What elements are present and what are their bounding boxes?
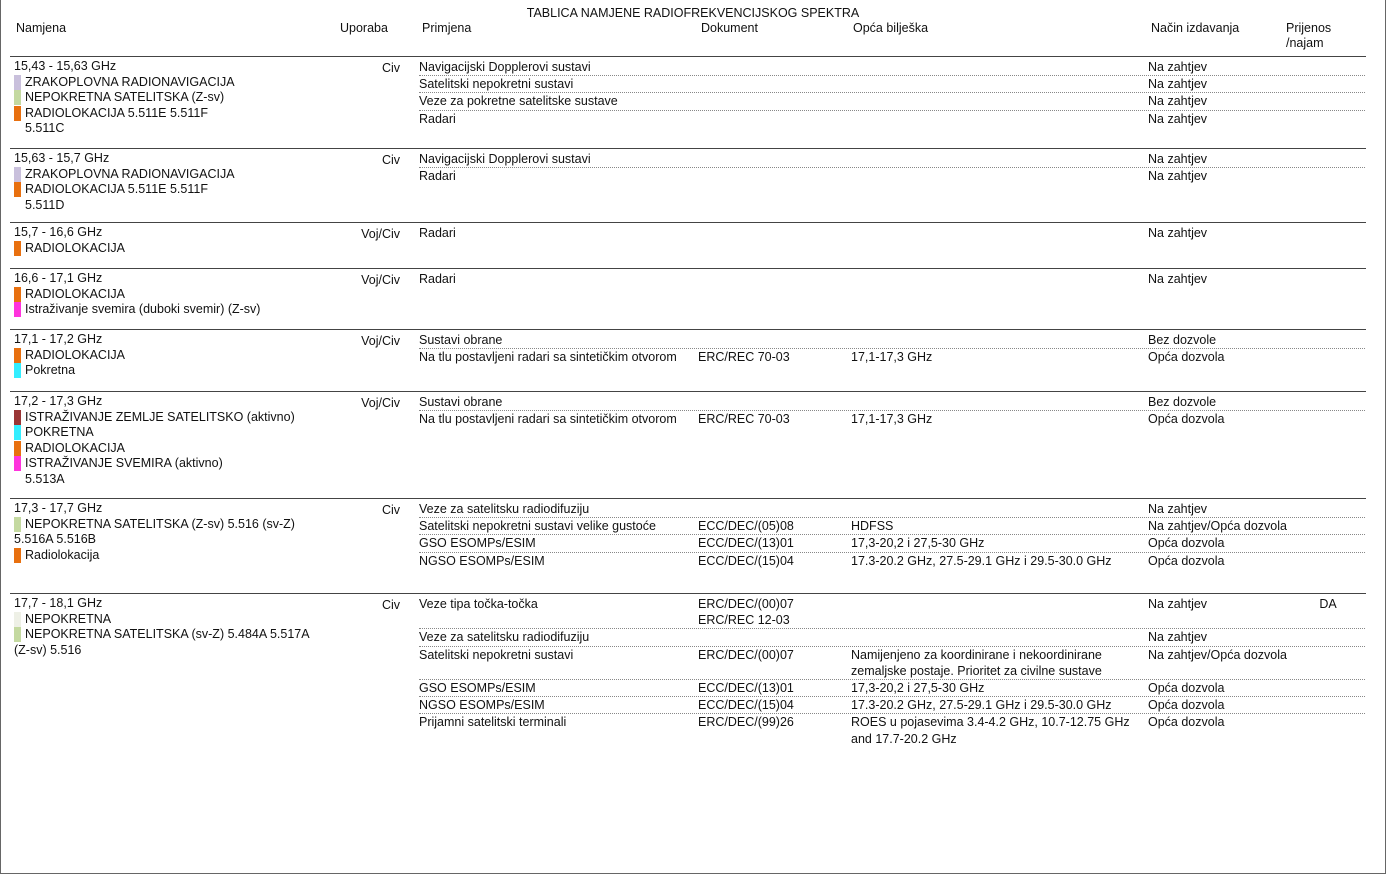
prijenos-cell	[1288, 59, 1368, 75]
primjena-cell: Radari	[419, 169, 456, 184]
band-group	[10, 222, 1366, 268]
service-item	[14, 121, 410, 137]
biljeska-cell	[851, 394, 1148, 410]
prijenos-cell	[1288, 680, 1368, 696]
table-row	[419, 349, 1365, 365]
dokument-cell: ERC/DEC/(00)07 ERC/REC 12-03	[698, 597, 794, 628]
nacin-izdavanja-cell: Na zahtjev/Opća dozvola	[1148, 647, 1287, 662]
table-row	[419, 225, 1365, 241]
spectrum-table	[10, 56, 1366, 746]
uporaba: Voj/Civ	[361, 396, 400, 410]
service-item	[14, 182, 410, 198]
nacin-izdavanja-cell: Na zahtjev	[1148, 94, 1208, 109]
service-color-swatch	[14, 90, 21, 105]
service-label: 5.513A	[25, 471, 65, 486]
service-item	[14, 287, 410, 303]
primjena-cell: Navigacijski Dopplerovi sustavi	[419, 152, 591, 166]
prijenos-cell	[1288, 411, 1368, 427]
uporaba: Voj/Civ	[361, 273, 400, 287]
biljeska-cell: 17,1-17,3 GHz	[851, 350, 933, 365]
nacin-izdavanja-cell: Na zahtjev	[1148, 226, 1208, 240]
prijenos-cell	[1288, 714, 1368, 746]
biljeska-cell: 17,3-20,2 i 27,5-30 GHz	[851, 681, 985, 696]
table-row	[419, 151, 1365, 168]
service-label: POKRETNA	[25, 425, 94, 439]
service-item	[14, 456, 410, 472]
prijenos-cell	[1288, 93, 1368, 109]
biljeska-cell	[851, 93, 1148, 109]
prijenos-cell	[1288, 697, 1368, 713]
biljeska-cell	[851, 629, 1148, 645]
service-color-swatch	[14, 425, 21, 440]
header-prijenos: Prijenos /najam	[1286, 21, 1332, 50]
biljeska-cell: ROES u pojasevima 3.4-4.2 GHz, 10.7-12.75 GHz and 17.7-20.2 GHz	[851, 715, 1130, 746]
service-label: 5.511C	[25, 121, 65, 135]
biljeska-cell: 17.3-20.2 GHz, 27.5-29.1 GHz i 29.5-30.0 GHz	[851, 698, 1112, 713]
table-row	[419, 168, 1365, 184]
service-color-swatch	[14, 167, 21, 182]
primjena-cell: Na tlu postavljeni radari sa sintetičkim otvorom	[419, 350, 677, 365]
dokument-cell	[698, 168, 851, 184]
band-group	[10, 391, 1366, 498]
table-row	[419, 59, 1365, 76]
service-color-swatch	[14, 627, 21, 642]
service-label: ISTRAŽIVANJE ZEMLJE SATELITSKO (aktivno)	[25, 409, 295, 424]
dokument-cell: ECC/DEC/(05)08	[698, 519, 794, 534]
nacin-izdavanja-cell: Na zahtjev/Opća dozvola	[1148, 519, 1287, 534]
biljeska-cell	[851, 111, 1148, 127]
table-row	[419, 697, 1365, 714]
service-color-swatch	[14, 106, 21, 121]
nacin-izdavanja-cell: Opća dozvola	[1148, 715, 1225, 730]
header-uporaba: Uporaba	[340, 21, 388, 35]
biljeska-cell	[851, 596, 1148, 628]
service-color-swatch	[14, 241, 21, 256]
dokument-cell: ECC/DEC/(13)01	[698, 681, 794, 696]
table-row	[419, 111, 1365, 127]
namjena-cell	[10, 332, 410, 391]
prijenos-cell	[1288, 501, 1368, 517]
band-group	[10, 148, 1366, 222]
table-row	[419, 332, 1365, 349]
table-row	[419, 76, 1365, 93]
band-group	[10, 593, 1366, 746]
namjena-cell	[10, 596, 410, 743]
service-color-swatch	[14, 348, 21, 363]
service-label: Pokretna	[25, 363, 76, 377]
biljeska-cell	[851, 225, 1148, 241]
dokument-cell	[698, 93, 851, 109]
service-item	[14, 106, 410, 122]
biljeska-cell	[851, 332, 1148, 348]
nacin-izdavanja-cell: Na zahtjev	[1148, 169, 1208, 184]
nacin-izdavanja-cell: Na zahtjev	[1148, 272, 1208, 286]
nacin-izdavanja-cell: Na zahtjev	[1148, 111, 1208, 126]
uporaba: Civ	[381, 153, 400, 167]
table-row	[419, 596, 1365, 629]
dokument-cell	[698, 501, 851, 517]
service-label: Radiolokacija	[25, 547, 100, 562]
service-item	[14, 441, 410, 457]
primjena-rows	[419, 501, 1365, 593]
nacin-izdavanja-cell: Opća dozvola	[1148, 553, 1225, 568]
table-row	[419, 535, 1365, 552]
biljeska-cell: 17.3-20.2 GHz, 27.5-29.1 GHz i 29.5-30.0 GHz	[851, 553, 1112, 568]
biljeska-cell	[851, 271, 1148, 287]
band-range: 16,6 - 17,1 GHz	[14, 271, 103, 285]
nacin-izdavanja-cell: Opća dozvola	[1148, 698, 1225, 713]
band-range: 17,2 - 17,3 GHz	[14, 394, 103, 408]
prijenos-cell	[1288, 518, 1368, 534]
primjena-rows	[419, 596, 1365, 746]
service-label: NEPOKRETNA	[25, 611, 112, 626]
dokument-cell	[698, 332, 851, 348]
dokument-cell: ERC/REC 70-03	[698, 350, 790, 365]
table-row	[419, 518, 1365, 535]
service-label: 5.516A 5.516B	[14, 532, 97, 546]
table-row	[419, 714, 1365, 746]
prijenos-cell	[1288, 151, 1368, 167]
nacin-izdavanja-cell: Na zahtjev	[1148, 152, 1208, 166]
service-item	[14, 167, 410, 183]
service-label: NEPOKRETNA SATELITSKA (sv-Z) 5.484A 5.517A	[25, 627, 310, 641]
primjena-cell: Radari	[419, 226, 456, 240]
service-label: NEPOKRETNA SATELITSKA (Z-sv)	[25, 90, 225, 104]
service-item	[14, 627, 410, 643]
primjena-cell: Satelitski nepokretni sustavi velike gustoće	[419, 519, 656, 534]
prijenos-cell	[1288, 168, 1368, 184]
dokument-cell: ECC/DEC/(13)01	[698, 536, 794, 551]
prijenos-cell	[1288, 225, 1368, 241]
header-primjena: Primjena	[422, 21, 472, 35]
namjena-cell	[10, 501, 410, 593]
service-label: RADIOLOKACIJA 5.511E 5.511F	[25, 105, 208, 120]
service-label: RADIOLOKACIJA	[25, 347, 126, 362]
dokument-cell: ERC/DEC/(99)26	[698, 715, 794, 730]
nacin-izdavanja-cell: Opća dozvola	[1148, 350, 1225, 365]
primjena-cell: Na tlu postavljeni radari sa sintetičkim otvorom	[419, 412, 677, 427]
dokument-cell	[698, 629, 851, 645]
nacin-izdavanja-cell: Na zahtjev	[1148, 597, 1208, 611]
prijenos-cell	[1288, 271, 1368, 287]
primjena-rows	[419, 394, 1365, 498]
namjena-cell	[10, 225, 410, 268]
service-item	[14, 75, 410, 91]
band-range: 15,7 - 16,6 GHz	[14, 225, 103, 239]
biljeska-cell: Namijenjeno za koordinirane i nekoordinirane zemaljske postaje. Prioritet za civilne sustave	[851, 647, 1102, 678]
service-color-swatch	[14, 517, 21, 532]
primjena-cell: Prijamni satelitski terminali	[419, 715, 567, 730]
service-label: ZRAKOPLOVNA RADIONAVIGACIJA	[25, 74, 235, 89]
service-color-swatch	[14, 548, 21, 563]
service-item	[14, 302, 410, 318]
service-label: RADIOLOKACIJA	[25, 440, 126, 455]
band-group	[10, 329, 1366, 391]
service-label: RADIOLOKACIJA	[25, 240, 126, 255]
service-color-swatch	[14, 363, 21, 378]
service-label: ISTRAŽIVANJE SVEMIRA (aktivno)	[25, 456, 223, 470]
table-row	[419, 553, 1365, 569]
prijenos-cell	[1288, 76, 1368, 92]
nacin-izdavanja-cell: Na zahtjev	[1148, 77, 1208, 92]
primjena-rows	[419, 151, 1365, 222]
primjena-rows	[419, 225, 1365, 268]
service-color-swatch	[14, 456, 21, 471]
service-item	[14, 548, 410, 564]
nacin-izdavanja-cell: Opća dozvola	[1148, 536, 1225, 551]
primjena-cell: Sustavi obrane	[419, 333, 503, 347]
band-range: 17,7 - 18,1 GHz	[14, 596, 103, 610]
uporaba: Civ	[381, 61, 400, 75]
primjena-cell: Navigacijski Dopplerovi sustavi	[419, 60, 591, 74]
band-group	[10, 268, 1366, 329]
band-range: 15,43 - 15,63 GHz	[14, 59, 117, 73]
service-item	[14, 643, 410, 659]
header-nacin: Način izdavanja	[1151, 21, 1240, 35]
namjena-cell	[10, 394, 410, 498]
uporaba: Voj/Civ	[361, 227, 400, 241]
band-group	[10, 498, 1366, 593]
nacin-izdavanja-cell: Bez dozvole	[1148, 395, 1217, 409]
dokument-cell	[698, 394, 851, 410]
service-item	[14, 472, 410, 488]
uporaba: Civ	[381, 503, 400, 517]
primjena-cell: Radari	[419, 272, 456, 286]
header-namjena: Namjena	[16, 21, 67, 35]
table-row	[419, 93, 1365, 110]
biljeska-cell: 17,3-20,2 i 27,5-30 GHz	[851, 536, 985, 551]
service-item	[14, 410, 410, 426]
service-label: NEPOKRETNA SATELITSKA (Z-sv) 5.516 (sv-Z)	[25, 516, 295, 531]
service-label: Istraživanje svemira (duboki svemir) (Z-sv)	[25, 302, 261, 316]
primjena-cell: Veze za satelitsku radiodifuziju	[419, 630, 590, 645]
band-range: 17,1 - 17,2 GHz	[14, 332, 103, 346]
dokument-cell	[698, 151, 851, 167]
band-range: 17,3 - 17,7 GHz	[14, 501, 103, 515]
primjena-cell: Sustavi obrane	[419, 395, 503, 409]
prijenos-cell	[1288, 629, 1368, 645]
biljeska-cell	[851, 59, 1148, 75]
biljeska-cell	[851, 501, 1148, 517]
service-item	[14, 532, 410, 548]
band-range: 15,63 - 15,7 GHz	[14, 151, 110, 165]
prijenos-cell	[1288, 349, 1368, 365]
nacin-izdavanja-cell: Na zahtjev	[1148, 60, 1208, 74]
table-row	[419, 394, 1365, 411]
prijenos-cell	[1288, 332, 1368, 348]
dokument-cell: ERC/DEC/(00)07	[698, 647, 794, 662]
dokument-cell	[698, 76, 851, 92]
primjena-cell: Veze za pokretne satelitske sustave	[419, 94, 618, 109]
primjena-cell: Satelitski nepokretni sustavi	[419, 647, 574, 662]
service-item	[14, 348, 410, 364]
service-color-swatch	[14, 441, 21, 456]
service-item	[14, 198, 410, 214]
service-label: (Z-sv) 5.516	[14, 642, 82, 657]
namjena-cell	[10, 59, 410, 148]
namjena-cell	[10, 271, 410, 329]
primjena-cell: Veze za satelitsku radiodifuziju	[419, 502, 590, 516]
primjena-cell: Satelitski nepokretni sustavi	[419, 77, 574, 92]
service-color-swatch	[14, 182, 21, 197]
primjena-cell: Veze tipa točka-točka	[419, 597, 538, 611]
dokument-cell	[698, 59, 851, 75]
service-item	[14, 425, 410, 441]
service-color-swatch	[14, 612, 21, 627]
prijenos-cell	[1288, 111, 1368, 127]
biljeska-cell: HDFSS	[851, 519, 894, 534]
prijenos-cell	[1288, 553, 1368, 569]
table-row	[419, 680, 1365, 697]
biljeska-cell	[851, 168, 1148, 184]
prijenos-cell	[1288, 394, 1368, 410]
namjena-cell	[10, 151, 410, 222]
prijenos-cell	[1288, 535, 1368, 551]
service-label: RADIOLOKACIJA	[25, 286, 126, 301]
primjena-rows	[419, 59, 1365, 148]
primjena-cell: NGSO ESOMPs/ESIM	[419, 698, 545, 713]
primjena-rows	[419, 271, 1365, 329]
prijenos-cell: DA	[1319, 597, 1337, 611]
table-row	[419, 647, 1365, 680]
service-item	[14, 90, 410, 106]
service-item	[14, 612, 410, 628]
biljeska-cell	[851, 76, 1148, 92]
uporaba: Voj/Civ	[361, 334, 400, 348]
prijenos-cell	[1288, 647, 1368, 679]
uporaba: Civ	[381, 598, 400, 612]
primjena-cell: GSO ESOMPs/ESIM	[419, 536, 536, 551]
service-item	[14, 517, 410, 533]
dokument-cell: ECC/DEC/(15)04	[698, 698, 794, 713]
biljeska-cell	[851, 151, 1148, 167]
table-row	[419, 271, 1365, 287]
service-color-swatch	[14, 287, 21, 302]
primjena-cell: Radari	[419, 111, 456, 126]
nacin-izdavanja-cell: Opća dozvola	[1148, 681, 1225, 696]
table-row	[419, 501, 1365, 518]
service-color-swatch	[14, 75, 21, 90]
primjena-rows	[419, 332, 1365, 391]
nacin-izdavanja-cell: Bez dozvole	[1148, 333, 1217, 347]
service-label: RADIOLOKACIJA 5.511E 5.511F	[25, 182, 208, 196]
nacin-izdavanja-cell: Opća dozvola	[1148, 412, 1225, 427]
page-title: TABLICA NAMJENE RADIOFREKVENCIJSKOG SPEKTRA	[526, 6, 860, 20]
dokument-cell: ERC/REC 70-03	[698, 412, 790, 427]
service-color-swatch	[14, 302, 21, 317]
primjena-cell: NGSO ESOMPs/ESIM	[419, 553, 545, 568]
service-label: ZRAKOPLOVNA RADIONAVIGACIJA	[25, 166, 235, 181]
dokument-cell	[698, 111, 851, 127]
table-row	[419, 629, 1365, 646]
primjena-cell: GSO ESOMPs/ESIM	[419, 681, 536, 696]
header-dokument: Dokument	[701, 21, 758, 35]
nacin-izdavanja-cell: Na zahtjev	[1148, 502, 1208, 516]
band-group	[10, 56, 1366, 148]
service-color-swatch	[14, 410, 21, 425]
service-item	[14, 363, 410, 379]
service-item	[14, 241, 410, 257]
biljeska-cell: 17,1-17,3 GHz	[851, 412, 933, 427]
table-row	[419, 411, 1365, 427]
service-label: 5.511D	[25, 197, 65, 212]
header-biljeska: Opća bilješka	[853, 21, 929, 35]
dokument-cell	[698, 225, 851, 241]
nacin-izdavanja-cell: Na zahtjev	[1148, 630, 1208, 645]
dokument-cell	[698, 271, 851, 287]
dokument-cell: ECC/DEC/(15)04	[698, 553, 794, 568]
